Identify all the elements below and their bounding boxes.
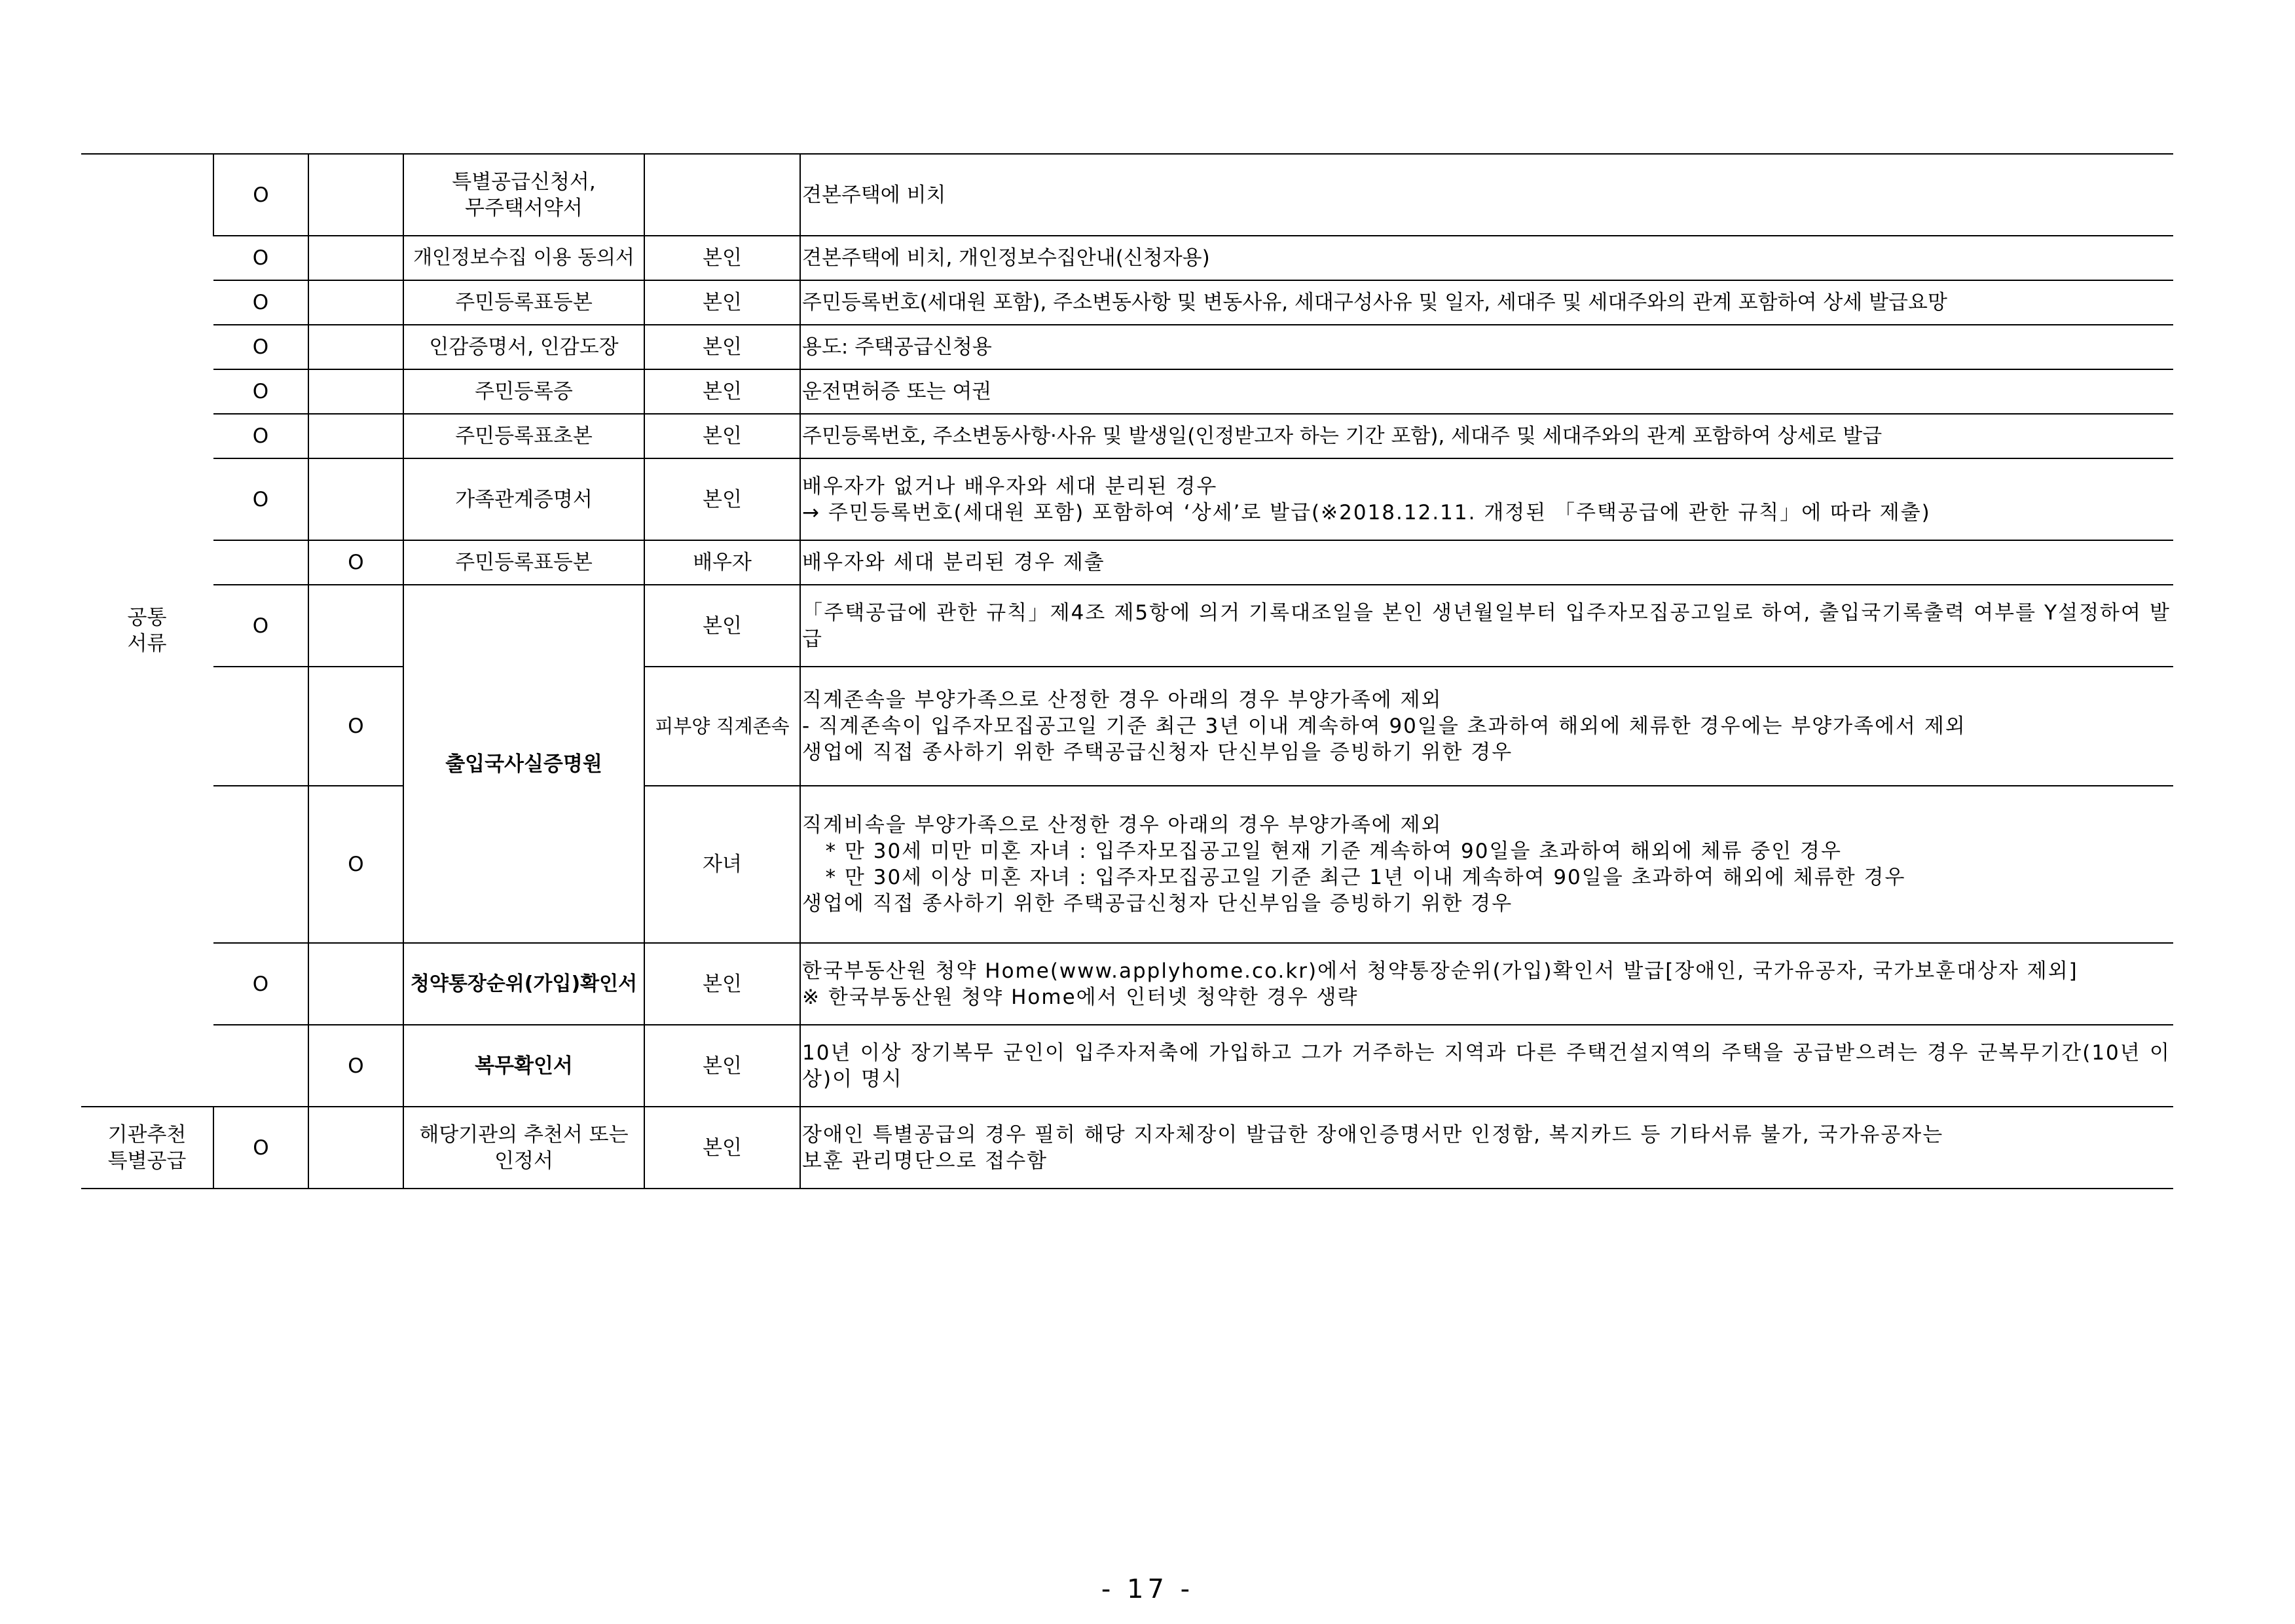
document-name: 특별공급신청서, 무주택서약서 <box>403 154 644 236</box>
document-target: 본인 <box>644 1107 800 1189</box>
table-row <box>81 236 2173 280</box>
conditional-mark <box>308 585 403 667</box>
document-name: 복무확인서 <box>403 1025 644 1107</box>
document-name: 개인정보수집 이용 동의서 <box>403 236 644 280</box>
conditional-mark: O <box>308 1025 403 1107</box>
document-description: 용도: 주택공급신청용 <box>800 325 2173 369</box>
document-description: 직계존속을 부양가족으로 산정한 경우 아래의 경우 부양가족에 제외 - 직계존속이 입주자모집공고일 기준 최근 3년 이내 계속하여 90일을 초과하여 해외에 체류한 경우에는 부양가족에서 제외 생업에 직접 종사하기 위한 주택공급신청자 단신부임을 증빙하기 위한 경우 <box>800 667 2173 786</box>
document-target: 본인 <box>644 236 800 280</box>
document-description: 운전면허증 또는 여권 <box>800 369 2173 414</box>
document-name: 주민등록증 <box>403 369 644 414</box>
table-row <box>81 667 2173 786</box>
required-mark <box>213 540 308 585</box>
table-row <box>81 1107 2173 1189</box>
table-row <box>81 414 2173 458</box>
page-number: - 17 - <box>1101 1574 1194 1604</box>
required-mark: O <box>213 369 308 414</box>
document-description: 주민등록번호(세대원 포함), 주소변동사항 및 변동사유, 세대구성사유 및 일자, 세대주 및 세대주와의 관계 포함하여 상세 발급요망 <box>800 280 2173 325</box>
conditional-mark <box>308 1107 403 1189</box>
required-mark <box>213 786 308 943</box>
required-mark: O <box>213 154 308 236</box>
required-mark: O <box>213 280 308 325</box>
document-name: 인감증명서, 인감도장 <box>403 325 644 369</box>
conditional-mark <box>308 325 403 369</box>
table-row <box>81 458 2173 540</box>
table-row <box>81 540 2173 585</box>
required-mark: O <box>213 585 308 667</box>
conditional-mark <box>308 236 403 280</box>
conditional-mark: O <box>308 540 403 585</box>
document-name: 주민등록표초본 <box>403 414 644 458</box>
document-description: 견본주택에 비치 <box>800 154 2173 236</box>
document-target: 본인 <box>644 458 800 540</box>
document-name: 청약통장순위(가입)확인서 <box>403 943 644 1025</box>
document-description: 10년 이상 장기복무 군인이 입주자저축에 가입하고 그가 거주하는 지역과 다른 주택건설지역의 주택을 공급받으려는 경우 군복무기간(10년 이상)이 명시 <box>800 1025 2173 1107</box>
document-description: 견본주택에 비치, 개인정보수집안내(신청자용) <box>800 236 2173 280</box>
required-mark: O <box>213 458 308 540</box>
document-target: 자녀 <box>644 786 800 943</box>
conditional-mark <box>308 154 403 236</box>
required-mark <box>213 667 308 786</box>
required-mark: O <box>213 236 308 280</box>
document-description: 직계비속을 부양가족으로 산정한 경우 아래의 경우 부양가족에 제외 * 만 30세 미만 미혼 자녀 : 입주자모집공고일 현재 기준 계속하여 90일을 초과하여 해외에 체류 중인 경우 * 만 30세 이상 미혼 자녀 : 입주자모집공고일 기준 최근 1년 이내 계속하여 90일을 초과하여 해외에 체류한 경우 생업에 직접 종사하기 위한 주택공급신청자 단신부임을 증빙하기 위한 경우 <box>800 786 2173 943</box>
document-description: 「주택공급에 관한 규칙」제4조 제5항에 의거 기록대조일을 본인 생년월일부터 입주자모집공고일로 하여, 출입국기록출력 여부를 Y설정하여 발급 <box>800 585 2173 667</box>
conditional-mark: O <box>308 667 403 786</box>
conditional-mark <box>308 458 403 540</box>
document-target <box>644 154 800 236</box>
group-label-common: 공통 서류 <box>81 154 213 1107</box>
document-target: 본인 <box>644 414 800 458</box>
document-name: 주민등록표등본 <box>403 280 644 325</box>
document-name-immigration-certificate: 출입국사실증명원 <box>403 585 644 943</box>
document-description: 배우자가 없거나 배우자와 세대 분리된 경우 → 주민등록번호(세대원 포함) 포함하여 ‘상세’로 발급(※2018.12.11. 개정된 「주택공급에 관한 규칙」에 따라 제출) <box>800 458 2173 540</box>
document-description: 장애인 특별공급의 경우 필히 해당 지자체장이 발급한 장애인증명서만 인정함, 복지카드 등 기타서류 불가, 국가유공자는 보훈 관리명단으로 접수함 <box>800 1107 2173 1189</box>
document-description: 배우자와 세대 분리된 경우 제출 <box>800 540 2173 585</box>
document-description: 한국부동산원 청약 Home(www.applyhome.co.kr)에서 청약통장순위(가입)확인서 발급[장애인, 국가유공자, 국가보훈대상자 제외] ※ 한국부동산원 청약 Home에서 인터넷 청약한 경우 생략 <box>800 943 2173 1025</box>
document-target: 본인 <box>644 1025 800 1107</box>
document-name: 주민등록표등본 <box>403 540 644 585</box>
required-mark: O <box>213 1107 308 1189</box>
table-row <box>81 280 2173 325</box>
document-description: 주민등록번호, 주소변동사항·사유 및 발생일(인정받고자 하는 기간 포함), 세대주 및 세대주와의 관계 포함하여 상세로 발급 <box>800 414 2173 458</box>
required-mark <box>213 1025 308 1107</box>
conditional-mark <box>308 943 403 1025</box>
table-row <box>81 786 2173 943</box>
table-row <box>81 1025 2173 1107</box>
conditional-mark <box>308 369 403 414</box>
table-row <box>81 369 2173 414</box>
conditional-mark <box>308 414 403 458</box>
document-name: 가족관계증명서 <box>403 458 644 540</box>
table-row <box>81 154 2173 236</box>
conditional-mark: O <box>308 786 403 943</box>
document-target: 피부양 직계존속 <box>644 667 800 786</box>
table-row <box>81 325 2173 369</box>
document-name: 해당기관의 추천서 또는 인정서 <box>403 1107 644 1189</box>
conditional-mark <box>308 280 403 325</box>
document-target: 본인 <box>644 585 800 667</box>
table-row <box>81 943 2173 1025</box>
document-target: 본인 <box>644 369 800 414</box>
required-mark: O <box>213 325 308 369</box>
document-target: 배우자 <box>644 540 800 585</box>
document-target: 본인 <box>644 280 800 325</box>
document-target: 본인 <box>644 943 800 1025</box>
group-label-institution: 기관추천 특별공급 <box>81 1107 213 1189</box>
required-mark: O <box>213 414 308 458</box>
required-mark: O <box>213 943 308 1025</box>
document-target: 본인 <box>644 325 800 369</box>
required-documents-table <box>81 153 2173 1189</box>
table-row <box>81 585 2173 667</box>
